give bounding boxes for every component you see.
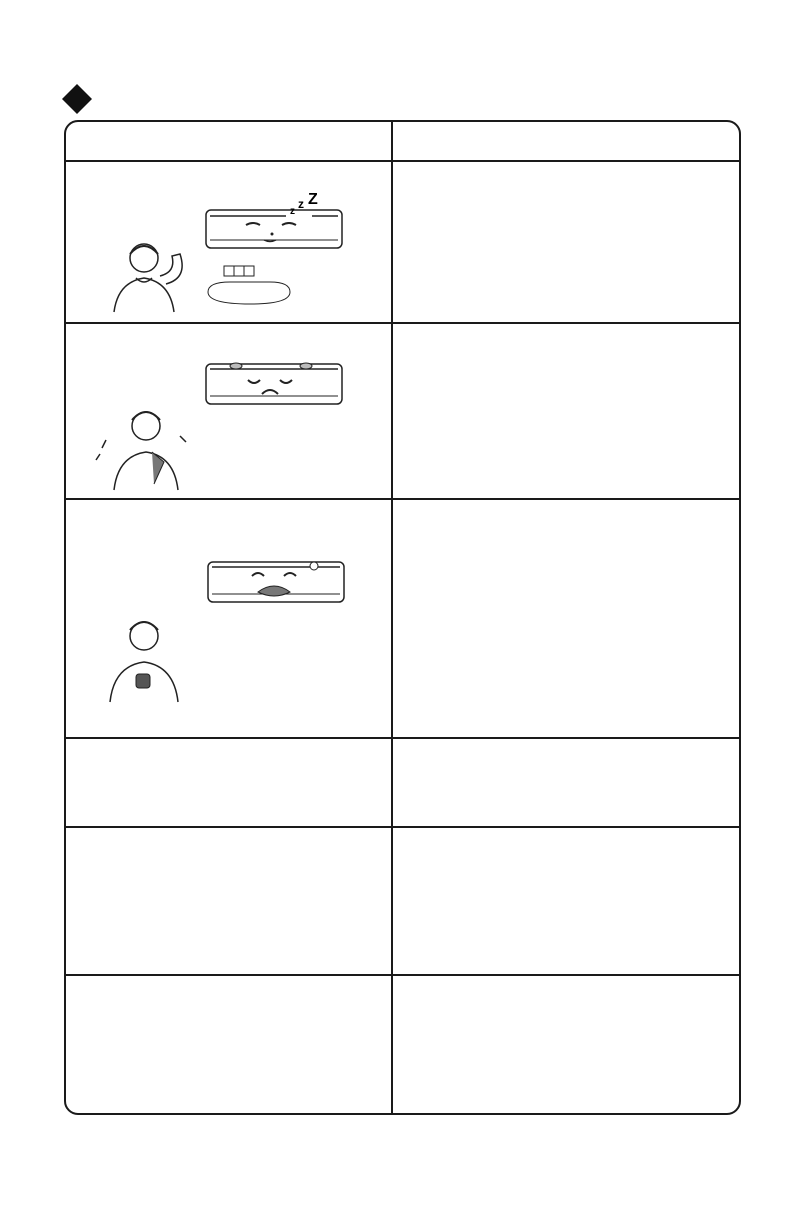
- sleeping-ac-unit-with-man-icon: [86, 162, 386, 322]
- row-divider: [66, 974, 739, 976]
- row-divider: [66, 498, 739, 500]
- leaking-ac-unit-with-sweating-man-icon: [86, 336, 386, 496]
- row-divider: [66, 322, 739, 324]
- diamond-bullet-icon: [60, 82, 94, 116]
- svg-text:Z: Z: [308, 191, 318, 208]
- row-divider: [66, 737, 739, 739]
- troubleshooting-table: [64, 120, 741, 1115]
- row-divider: [66, 826, 739, 828]
- svg-text:z: z: [298, 197, 304, 211]
- svg-text:z: z: [290, 206, 295, 217]
- column-divider: [391, 122, 393, 1113]
- smelly-ac-unit-with-man-icon: [86, 514, 386, 714]
